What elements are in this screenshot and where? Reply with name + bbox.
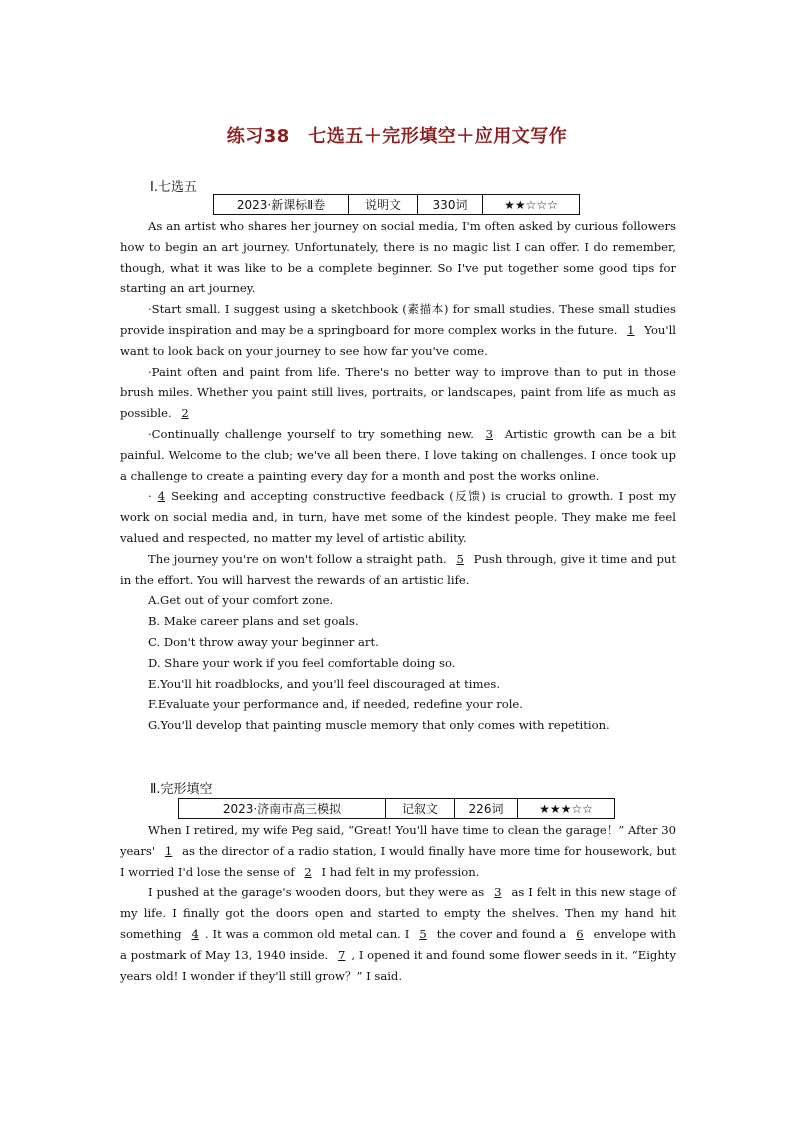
paragraph: ·Paint often and paint from life. There's no better way to improve than to put in those brush miles. Whether you paint still lives, portraits, or landscapes, paint from life as much as possible. 2 — [120, 364, 676, 421]
paragraph: I pushed at the garage's wooden doors, but they were as 3 as I felt in this new stage of my life. I finally got the doors open and started to empty the shelves. Then my hand hit something 4 . It was a common old metal can. I 5 the cover and found a 6 envelope with a postmark of May 13, 1940 inside. 7 , I opened it and found some flower seeds in it. “Eighty years old! I wonder if they'll still grow？” I said. — [120, 885, 677, 983]
section-heading-1: Ⅰ.七选五 — [150, 180, 197, 195]
answer-blank[interactable]: 5 — [419, 926, 427, 941]
answer-blank[interactable]: 1 — [627, 322, 635, 337]
genre-cell: 说明文 — [349, 195, 418, 215]
option-g: G.You'll develop that painting muscle memory that only comes with repetition. — [148, 718, 610, 733]
difficulty-cell: ★★★☆☆ — [518, 799, 615, 819]
genre-cell: 记叙文 — [386, 799, 455, 819]
option-e: E.You'll hit roadblocks, and you'll feel discouraged at times. — [148, 676, 501, 691]
difficulty-cell: ★★☆☆☆ — [483, 195, 580, 215]
source-table-1 — [213, 194, 580, 215]
answer-blank[interactable]: 7 — [338, 947, 346, 962]
answer-blank[interactable]: 2 — [181, 406, 189, 421]
paragraph: When I retired, my wife Peg said, “Great! You'll have time to clean the garage！” After 30 years' 1 as the director of a radio station, I would finally have more time for housework, but I worried I'd lose the sense of 2 I had felt in my profession. — [120, 823, 676, 879]
source-cell: 2023·济南市高三模拟 — [179, 799, 386, 819]
answer-blank[interactable]: 3 — [485, 426, 494, 441]
paragraph: ·Continually challenge yourself to try something new. 3 Artistic growth can be a bit painful. Welcome to the club; we've all been there. I love taking on challenges. I once took up a challenge to create a painting every day for a month and post the works online. — [120, 426, 677, 483]
paragraph: ·Start small. I suggest using a sketchbook (素描本) for small studies. These small studies provide inspiration and may be a springboard for more complex works in the future. 1 You'll want to look back on your journey to see how far you've come. — [120, 302, 676, 358]
option-d: D. Share your work if you feel comfortable doing so. — [148, 655, 456, 670]
option-a: A.Get out of your comfort zone. — [148, 593, 334, 608]
word-count-cell: 226词 — [455, 799, 518, 819]
section-heading-2: Ⅱ.完形填空 — [150, 782, 213, 797]
option-b: B. Make career plans and set goals. — [148, 614, 359, 629]
paragraph: The journey you're on won't follow a straight path. 5 Push through, give it time and put in the effort. You will harvest the rewards of an artistic life. — [120, 551, 676, 587]
answer-blank[interactable]: 6 — [576, 926, 584, 941]
paragraph: · 4 Seeking and accepting constructive feedback (反馈) is crucial to growth. I post my work on social media and, in turn, have met some of the kindest people. They make me feel valued and respected, no matter my level of artistic ability. — [120, 489, 676, 545]
paragraph: As an artist who shares her journey on social media, I'm often asked by curious followers how to begin an art journey. Unfortunately, there is no magic list I can offer. I do remember, though, what it was like to be a complete beginner. So I've put together some good tips for starting an art journey. — [120, 219, 676, 296]
option-c: C. Don't throw away your beginner art. — [148, 634, 379, 649]
answer-blank[interactable]: 4 — [191, 926, 199, 941]
passage-1 — [120, 216, 676, 736]
page-title: 练习38 七选五＋完形填空＋应用文写作 — [226, 126, 568, 147]
answer-blank[interactable]: 5 — [456, 551, 464, 566]
word-count-cell: 330词 — [418, 195, 483, 215]
option-f: F.Evaluate your performance and, if needed, redefine your role. — [148, 697, 523, 712]
answer-blank[interactable]: 4 — [157, 489, 166, 504]
source-cell: 2023·新课标Ⅱ卷 — [214, 195, 349, 215]
source-table-2 — [178, 798, 615, 819]
answer-blank[interactable]: 2 — [304, 864, 312, 879]
answer-blank[interactable]: 1 — [164, 843, 173, 858]
passage-2 — [120, 820, 676, 986]
answer-blank[interactable]: 3 — [494, 885, 502, 900]
